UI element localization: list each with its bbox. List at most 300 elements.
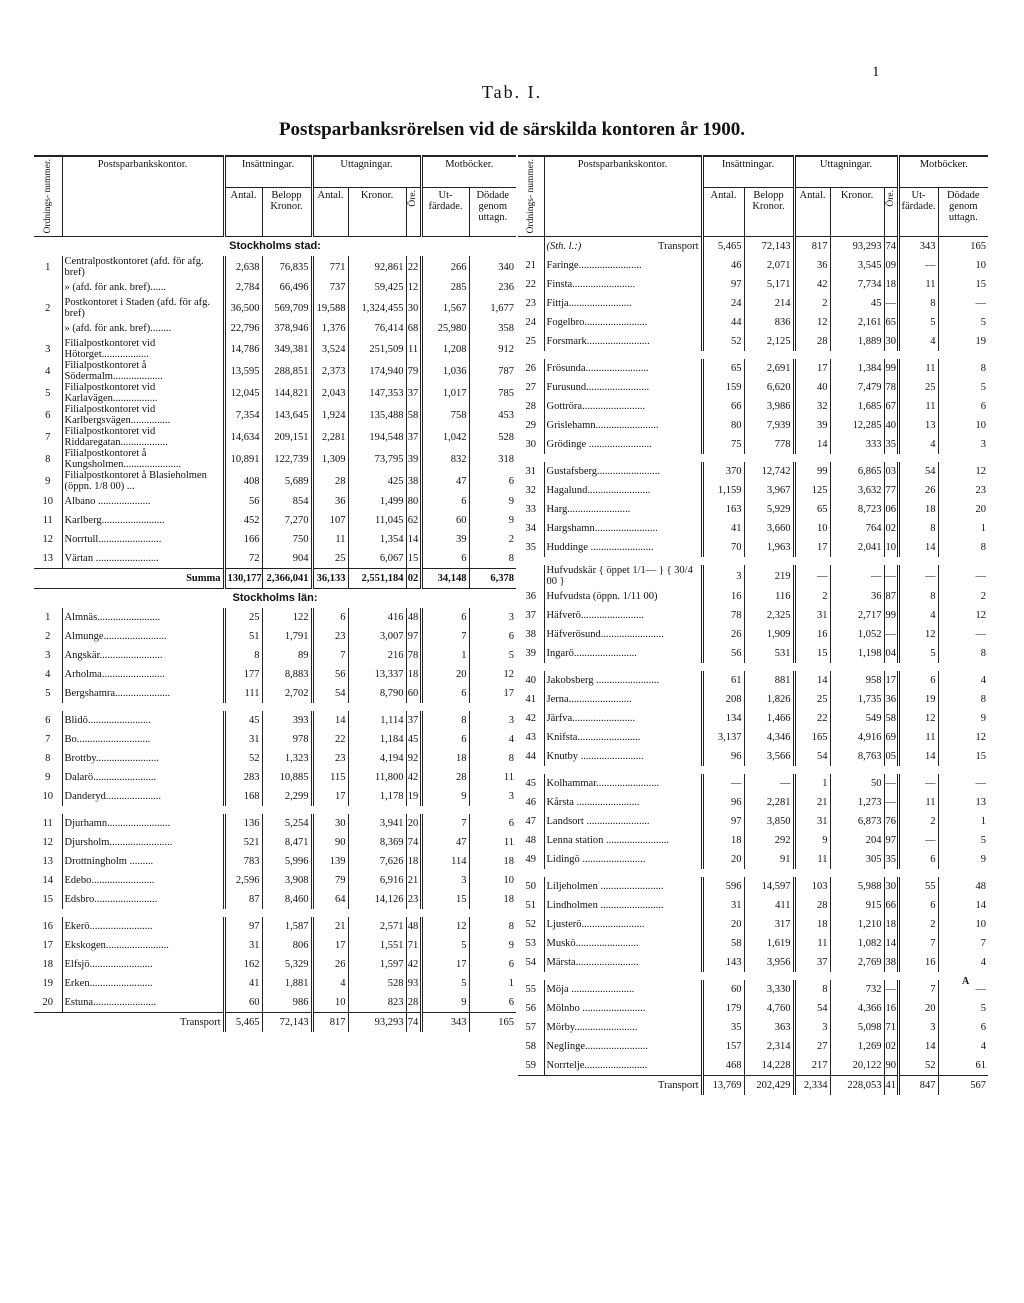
deposits-amount: 122,739 — [262, 448, 312, 470]
deposits-amount: 209,151 — [262, 426, 312, 448]
books-issued: 758 — [421, 404, 469, 426]
books-closed: 567 — [938, 1076, 988, 1096]
deposits-count: — — [702, 774, 744, 793]
books-closed: 19 — [938, 332, 988, 351]
header-deposits: Insättningar. — [702, 156, 794, 187]
row-number: 5 — [45, 387, 51, 399]
row-number: 48 — [525, 835, 536, 847]
withdrawals-count: 217 — [794, 1056, 830, 1076]
books-issued: 7 — [898, 980, 938, 999]
books-issued: 60 — [421, 511, 469, 530]
office-name: Gottröra........................ — [544, 397, 702, 416]
books-issued: 52 — [898, 1056, 938, 1076]
deposits-amount: 1,587 — [262, 917, 312, 936]
deposits-count: 26 — [702, 625, 744, 644]
table-row — [518, 519, 988, 538]
table-row — [518, 934, 988, 953]
office-name: Filialpostkontoret vid Karlbergsvägen............... — [62, 404, 224, 426]
deposits-amount: 904 — [262, 549, 312, 569]
deposits-count: 56 — [702, 644, 744, 663]
summa-row — [34, 569, 516, 589]
row-number: 18 — [42, 959, 53, 971]
row-number: 17 — [42, 940, 53, 952]
books-closed: 14 — [938, 896, 988, 915]
books-closed: 6 — [469, 814, 516, 833]
books-closed: 8 — [938, 690, 988, 709]
header-utfardade: Ut- färdade. — [421, 187, 469, 237]
withdrawals-kronor: 12,285 — [830, 416, 884, 435]
withdrawals-ore: — — [884, 793, 898, 812]
office-name: Filialpostkontoret vid Riddaregatan.................. — [62, 426, 224, 448]
withdrawals-kronor: 1,082 — [830, 934, 884, 953]
withdrawals-ore: 65 — [884, 313, 898, 332]
table-row — [34, 684, 516, 703]
withdrawals-count: 165 — [794, 728, 830, 747]
row-number: 35 — [525, 542, 536, 554]
table-row — [34, 470, 516, 492]
deposits-count: 143 — [702, 953, 744, 972]
withdrawals-count: 2 — [794, 294, 830, 313]
table-row — [34, 955, 516, 974]
books-closed: 8 — [469, 917, 516, 936]
books-closed: 1,677 — [469, 297, 516, 319]
right-table-header — [518, 156, 988, 237]
books-closed: 3 — [469, 608, 516, 627]
deposits-amount: 349,381 — [262, 338, 312, 360]
withdrawals-kronor: 4,366 — [830, 999, 884, 1018]
withdrawals-count: 25 — [794, 690, 830, 709]
deposits-amount: 531 — [744, 644, 794, 663]
office-name: Liljeholmen ........................ — [544, 877, 702, 896]
deposits-amount: 2,125 — [744, 332, 794, 351]
spacer — [34, 909, 516, 917]
withdrawals-count: 30 — [312, 814, 348, 833]
withdrawals-ore: 17 — [884, 671, 898, 690]
deposits-count: 96 — [702, 747, 744, 766]
deposits-count: 72 — [224, 549, 262, 569]
row-number: 38 — [525, 629, 536, 641]
withdrawals-ore: 18 — [406, 852, 421, 871]
withdrawals-ore: 93 — [406, 974, 421, 993]
withdrawals-kronor: 333 — [830, 435, 884, 454]
withdrawals-count: 1,309 — [312, 448, 348, 470]
withdrawals-kronor: 2,161 — [830, 313, 884, 332]
deposits-count: 97 — [702, 275, 744, 294]
row-number: 28 — [525, 401, 536, 413]
withdrawals-count: 9 — [794, 831, 830, 850]
withdrawals-count: 36 — [794, 256, 830, 275]
row-number: 51 — [525, 900, 536, 912]
withdrawals-kronor: 204 — [830, 831, 884, 850]
withdrawals-ore: 37 — [406, 382, 421, 404]
office-name: Postkontoret i Staden (afd. för afg. bref) — [62, 297, 224, 319]
books-issued: — — [898, 256, 938, 275]
books-closed: 340 — [469, 256, 516, 278]
deposits-amount: 1,466 — [744, 709, 794, 728]
withdrawals-kronor: 3,632 — [830, 481, 884, 500]
withdrawals-count: 25 — [312, 549, 348, 569]
office-name: Huddinge ........................ — [544, 538, 702, 557]
books-issued: 5 — [898, 313, 938, 332]
row-number: 12 — [42, 534, 53, 546]
withdrawals-count: 21 — [312, 917, 348, 936]
books-closed: 8 — [469, 749, 516, 768]
header-belopp-kronor: Belopp Kronor. — [744, 187, 794, 237]
books-issued: 3 — [421, 871, 469, 890]
header-dodade: Dödade genom uttagn. — [938, 187, 988, 237]
books-closed: 5 — [469, 646, 516, 665]
deposits-amount: 378,946 — [262, 319, 312, 338]
books-closed: 20 — [938, 500, 988, 519]
table-row — [518, 378, 988, 397]
section-heading: Stockholms län: — [232, 592, 318, 605]
table-row — [518, 294, 988, 313]
deposits-count: 12,045 — [224, 382, 262, 404]
row-number: 45 — [525, 778, 536, 790]
books-closed: 12 — [938, 462, 988, 481]
withdrawals-count: 17 — [312, 787, 348, 806]
withdrawals-count: 40 — [794, 378, 830, 397]
page-number: 1 — [872, 64, 880, 80]
books-issued: 285 — [421, 278, 469, 297]
row-number: 4 — [45, 365, 51, 377]
deposits-amount: 292 — [744, 831, 794, 850]
deposits-amount: 144,821 — [262, 382, 312, 404]
books-issued: 54 — [898, 462, 938, 481]
table-row — [518, 332, 988, 351]
table-row — [34, 768, 516, 787]
deposits-amount: 116 — [744, 587, 794, 606]
withdrawals-count: 2,373 — [312, 360, 348, 382]
books-closed: 6,378 — [469, 569, 516, 589]
office-name: Kårsta ........................ — [544, 793, 702, 812]
withdrawals-kronor: 1,210 — [830, 915, 884, 934]
books-issued: 11 — [898, 397, 938, 416]
deposits-amount: 1,909 — [744, 625, 794, 644]
withdrawals-ore: 62 — [406, 511, 421, 530]
left-table-body — [34, 237, 516, 1033]
row-number: 13 — [42, 553, 53, 565]
withdrawals-count: 11 — [794, 934, 830, 953]
transport-row — [518, 1076, 988, 1096]
deposits-amount: 569,709 — [262, 297, 312, 319]
office-name: Djursholm........................ — [62, 833, 224, 852]
row-number: 16 — [42, 921, 53, 933]
row-number: 57 — [525, 1022, 536, 1034]
office-name: » (afd. för ank. bref)........ — [62, 319, 224, 338]
withdrawals-count: 15 — [794, 644, 830, 663]
office-name: Edebo........................ — [62, 871, 224, 890]
deposits-amount: 8,883 — [262, 665, 312, 684]
office-name: Gustafsberg........................ — [544, 462, 702, 481]
table-row — [34, 665, 516, 684]
withdrawals-ore: 97 — [884, 831, 898, 850]
deposits-count: 46 — [702, 256, 744, 275]
header-kronor: Kronor. — [348, 187, 406, 237]
withdrawals-count: 56 — [312, 665, 348, 684]
deposits-count: 20 — [702, 850, 744, 869]
row-number: 27 — [525, 382, 536, 394]
deposits-count: 60 — [224, 993, 262, 1013]
spacer — [518, 454, 988, 462]
books-closed: 358 — [469, 319, 516, 338]
table-row — [34, 360, 516, 382]
books-closed: 6 — [469, 470, 516, 492]
office-name: Jakobsberg ........................ — [544, 671, 702, 690]
header-belopp-kronor: Belopp Kronor. — [262, 187, 312, 237]
office-name: Fittja........................ — [544, 294, 702, 313]
spacer-row — [34, 909, 516, 917]
withdrawals-count: 10 — [312, 993, 348, 1013]
books-closed: 12 — [938, 728, 988, 747]
deposits-count: 61 — [702, 671, 744, 690]
deposits-count: 596 — [702, 877, 744, 896]
withdrawals-kronor: 92,861 — [348, 256, 406, 278]
deposits-count: 41 — [224, 974, 262, 993]
withdrawals-ore: — — [884, 980, 898, 999]
books-closed: 18 — [469, 852, 516, 871]
deposits-amount: 72,143 — [744, 237, 794, 257]
books-closed: 12 — [469, 665, 516, 684]
books-issued: 11 — [898, 793, 938, 812]
deposits-count: 134 — [702, 709, 744, 728]
table-row — [518, 850, 988, 869]
withdrawals-ore: 10 — [884, 538, 898, 557]
deposits-amount: 214 — [744, 294, 794, 313]
deposits-amount: 1,881 — [262, 974, 312, 993]
withdrawals-count: 23 — [312, 627, 348, 646]
table-row — [518, 671, 988, 690]
row-number: 11 — [42, 515, 53, 527]
deposits-count: 25 — [224, 608, 262, 627]
withdrawals-count: 37 — [794, 953, 830, 972]
row-number: 23 — [525, 298, 536, 310]
deposits-count: 159 — [702, 378, 744, 397]
table-row — [34, 511, 516, 530]
header-office: Postsparbankskontor. — [62, 156, 224, 237]
deposits-count: 31 — [224, 730, 262, 749]
withdrawals-kronor: 549 — [830, 709, 884, 728]
books-issued: 8 — [898, 587, 938, 606]
office-name: Häfverösund........................ — [544, 625, 702, 644]
deposits-amount: 202,429 — [744, 1076, 794, 1096]
books-issued: 1,042 — [421, 426, 469, 448]
withdrawals-ore: 35 — [884, 850, 898, 869]
row-number: 3 — [45, 343, 51, 355]
deposits-count: 22,796 — [224, 319, 262, 338]
books-closed: 15 — [938, 275, 988, 294]
header-ore: Öre. — [884, 187, 898, 237]
office-name: Furusund........................ — [544, 378, 702, 397]
header-ore: Öre. — [406, 187, 421, 237]
row-number: 33 — [525, 504, 536, 516]
books-issued: 25 — [898, 378, 938, 397]
deposits-amount: 4,760 — [744, 999, 794, 1018]
withdrawals-count: 79 — [312, 871, 348, 890]
withdrawals-count: 4 — [312, 974, 348, 993]
row-number: 10 — [42, 791, 53, 803]
withdrawals-kronor: 1,735 — [830, 690, 884, 709]
books-issued: 15 — [421, 890, 469, 909]
table-row — [518, 644, 988, 663]
withdrawals-kronor: 1,198 — [830, 644, 884, 663]
books-issued: 1 — [421, 646, 469, 665]
withdrawals-kronor: 1,499 — [348, 492, 406, 511]
deposits-count: 2,638 — [224, 256, 262, 278]
withdrawals-count: 22 — [794, 709, 830, 728]
office-name: Faringe........................ — [544, 256, 702, 275]
withdrawals-ore: 14 — [884, 934, 898, 953]
row-number: 8 — [45, 753, 51, 765]
withdrawals-ore: 74 — [406, 1013, 421, 1033]
books-closed: 5 — [938, 313, 988, 332]
deposits-count: 36,500 — [224, 297, 262, 319]
row-number: 24 — [525, 317, 536, 329]
withdrawals-ore: — — [884, 294, 898, 313]
withdrawals-count: 11 — [312, 530, 348, 549]
withdrawals-count: 42 — [794, 275, 830, 294]
spacer-row — [518, 869, 988, 877]
office-name: Frösunda........................ — [544, 359, 702, 378]
withdrawals-ore: 12 — [406, 278, 421, 297]
header-kronor: Kronor. — [830, 187, 884, 237]
withdrawals-ore: 66 — [884, 896, 898, 915]
withdrawals-count: 54 — [794, 999, 830, 1018]
deposits-count: 66 — [702, 397, 744, 416]
deposits-count: 56 — [224, 492, 262, 511]
withdrawals-ore: 38 — [884, 953, 898, 972]
books-closed: 2 — [938, 587, 988, 606]
row-number — [518, 237, 544, 257]
withdrawals-count: 125 — [794, 481, 830, 500]
spacer-row — [518, 351, 988, 359]
withdrawals-ore: 79 — [406, 360, 421, 382]
withdrawals-count: 2 — [794, 587, 830, 606]
books-issued: 1,017 — [421, 382, 469, 404]
deposits-amount: 5,996 — [262, 852, 312, 871]
deposits-amount: 363 — [744, 1018, 794, 1037]
row-number — [518, 565, 544, 587]
spacer — [518, 766, 988, 774]
deposits-amount: 8,471 — [262, 833, 312, 852]
deposits-count: 111 — [224, 684, 262, 703]
table-row — [34, 833, 516, 852]
withdrawals-ore: 39 — [406, 448, 421, 470]
header-antal: Antal. — [312, 187, 348, 237]
deposits-count: 60 — [702, 980, 744, 999]
office-name: Erken........................ — [62, 974, 224, 993]
books-issued: 2 — [898, 915, 938, 934]
withdrawals-kronor: 1,184 — [348, 730, 406, 749]
table-row — [518, 915, 988, 934]
deposits-amount: — — [744, 774, 794, 793]
deposits-amount: 5,171 — [744, 275, 794, 294]
books-closed: 8 — [938, 538, 988, 557]
withdrawals-kronor: 1,597 — [348, 955, 406, 974]
books-issued: 114 — [421, 852, 469, 871]
section-heading: Stockholms stad: — [229, 240, 321, 253]
deposits-count: 10,891 — [224, 448, 262, 470]
row-number — [34, 278, 62, 297]
books-closed: 5 — [938, 378, 988, 397]
office-name: Albano .................... — [62, 492, 224, 511]
books-closed: 8 — [469, 549, 516, 569]
deposits-count: 13,595 — [224, 360, 262, 382]
books-issued: 5 — [421, 936, 469, 955]
books-closed: 7 — [938, 934, 988, 953]
deposits-count: 51 — [224, 627, 262, 646]
table-row — [34, 711, 516, 730]
deposits-count: 283 — [224, 768, 262, 787]
office-name: Märsta........................ — [544, 953, 702, 972]
withdrawals-kronor: 958 — [830, 671, 884, 690]
row-number: 12 — [42, 837, 53, 849]
deposits-amount: 288,851 — [262, 360, 312, 382]
deposits-amount: 7,939 — [744, 416, 794, 435]
books-closed: 11 — [469, 768, 516, 787]
office-name: Estuna........................ — [62, 993, 224, 1013]
withdrawals-ore: 37 — [406, 711, 421, 730]
withdrawals-kronor: 7,734 — [830, 275, 884, 294]
deposits-count: 157 — [702, 1037, 744, 1056]
withdrawals-kronor: 3,545 — [830, 256, 884, 275]
signature-mark: A — [962, 976, 970, 987]
office-name: Angskär........................ — [62, 646, 224, 665]
header-antal: Antal. — [224, 187, 262, 237]
books-closed: 6 — [469, 627, 516, 646]
deposits-amount: 72,143 — [262, 1013, 312, 1033]
table-row — [518, 690, 988, 709]
books-issued: — — [898, 831, 938, 850]
row-number: 58 — [525, 1041, 536, 1053]
withdrawals-ore: — — [884, 625, 898, 644]
withdrawals-ore: 18 — [884, 275, 898, 294]
office-name: Landsort ........................ — [544, 812, 702, 831]
row-number: 13 — [42, 856, 53, 868]
header-antal: Antal. — [794, 187, 830, 237]
row-number: 53 — [525, 938, 536, 950]
table-row — [518, 606, 988, 625]
row-number: 1 — [45, 612, 51, 624]
header-books: Motböcker. — [898, 156, 988, 187]
table-row — [34, 492, 516, 511]
deposits-amount: 89 — [262, 646, 312, 665]
books-closed: 3 — [469, 787, 516, 806]
table-row — [518, 500, 988, 519]
table-row — [34, 974, 516, 993]
right-table-panel — [518, 155, 988, 1092]
books-closed: 1 — [469, 974, 516, 993]
office-name: Filialpostkontoret å Kungsholmen...................... — [62, 448, 224, 470]
withdrawals-ore: 30 — [406, 297, 421, 319]
table-row — [518, 538, 988, 557]
office-name: Grödinge ........................ — [544, 435, 702, 454]
withdrawals-kronor: 5,098 — [830, 1018, 884, 1037]
withdrawals-ore: 22 — [406, 256, 421, 278]
office-name: Lenna station ........................ — [544, 831, 702, 850]
row-number: 2 — [45, 302, 51, 314]
withdrawals-count: 115 — [312, 768, 348, 787]
books-issued: 25,980 — [421, 319, 469, 338]
deposits-amount: 881 — [744, 671, 794, 690]
transport-label: Transport — [34, 1013, 224, 1033]
withdrawals-kronor: 823 — [348, 993, 406, 1013]
withdrawals-kronor: 528 — [348, 974, 406, 993]
books-closed: 3 — [938, 435, 988, 454]
deposits-count: 31 — [224, 936, 262, 955]
deposits-count: 452 — [224, 511, 262, 530]
books-closed: 12 — [938, 606, 988, 625]
